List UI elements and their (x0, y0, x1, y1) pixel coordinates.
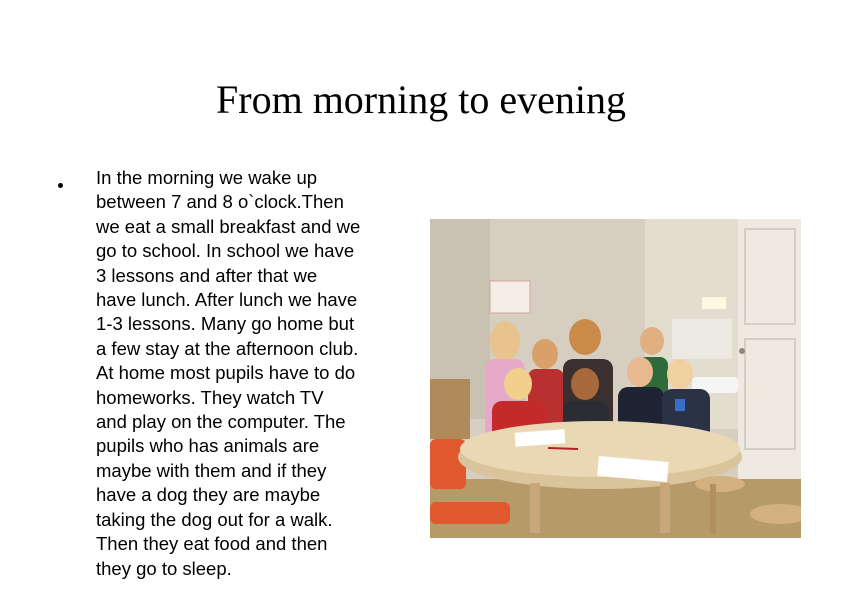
bullet-icon (58, 183, 63, 188)
slide-title: From morning to evening (216, 77, 626, 122)
body-text: In the morning we wake up between 7 and 8 o`clock.Then we eat a small breakfast and we go to school. In school we have 3 lessons and after that we have lunch. After lunch we have 1-3 lessons. Many go home but a few stay at the afternoon club. At home most pupils have to do homeworks. They watch TV and play on the computer. The pupils who has animals are maybe with them and if they have a dog they are maybe taking the dog out for a walk. Then they eat food and then they go to sleep. (96, 167, 361, 579)
door (738, 219, 801, 479)
classroom-photo (430, 219, 801, 538)
classroom-photo-drawing (430, 219, 801, 538)
